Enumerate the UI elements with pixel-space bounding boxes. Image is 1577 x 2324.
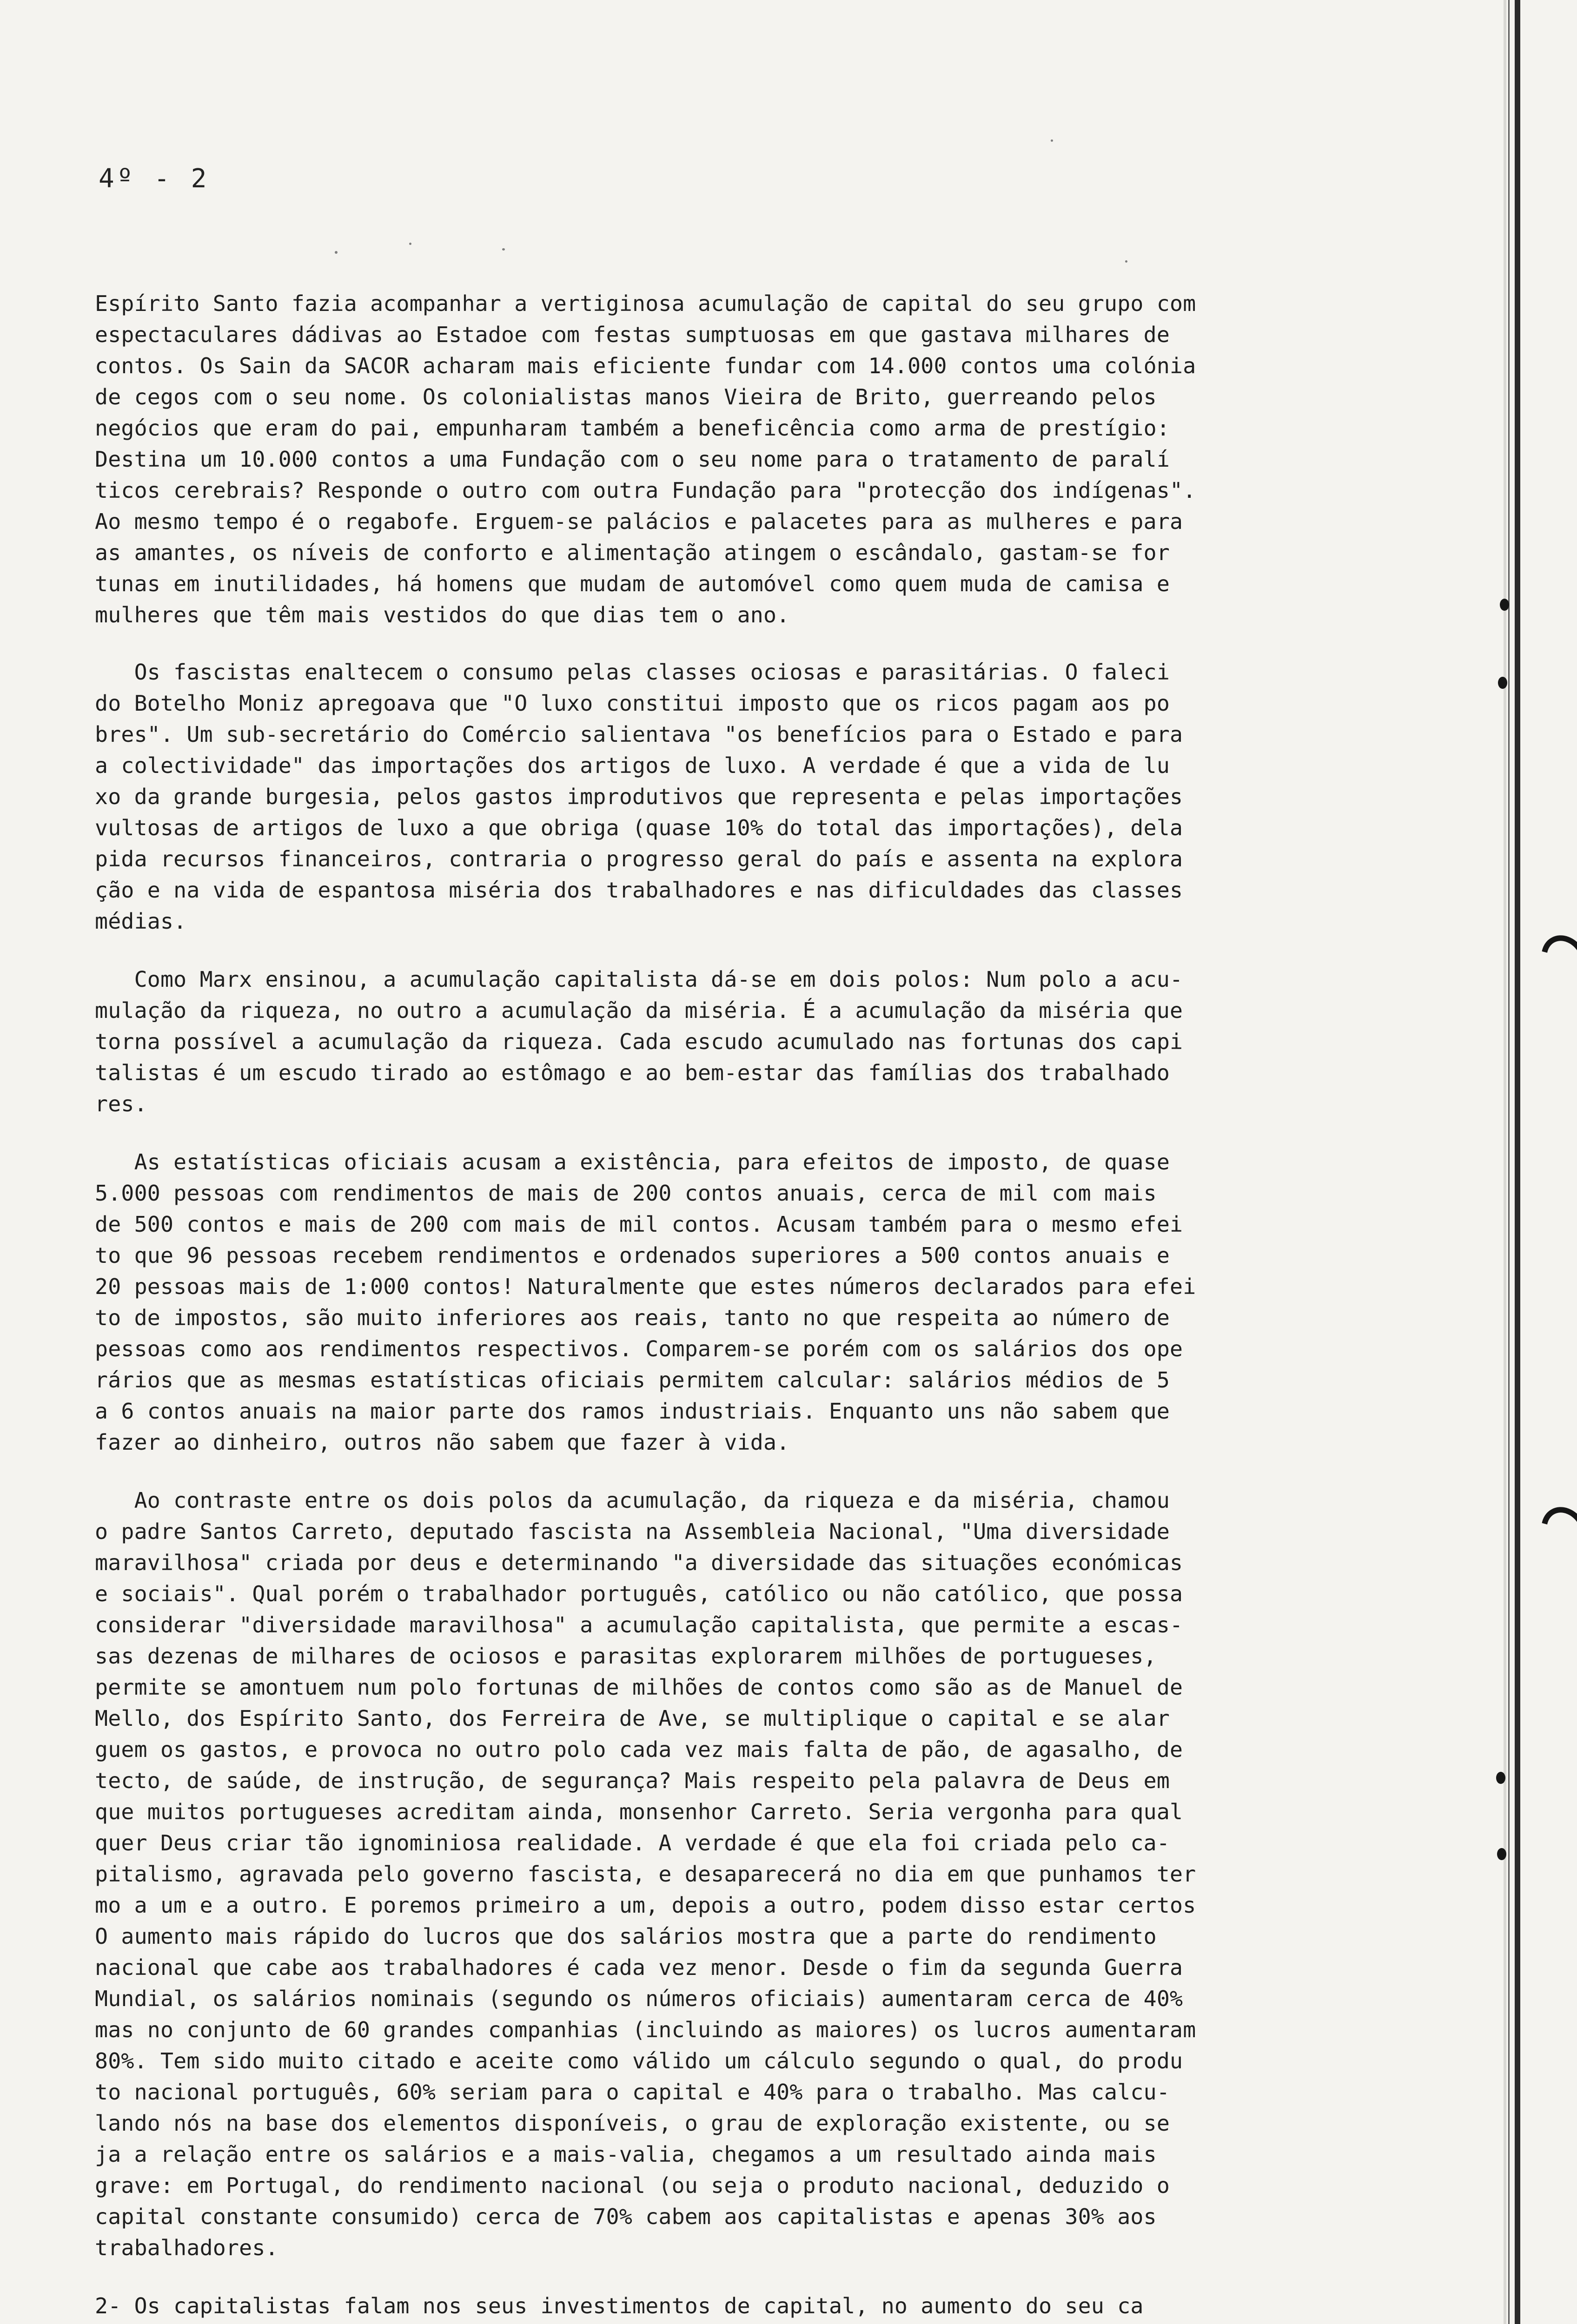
text-line: 5.000 pessoas com rendimentos de mais de 200 contos anuais, cerca de mil com mais (95, 1181, 1157, 1206)
page-edge-line (1508, 0, 1510, 2324)
binder-hole-mark (1532, 1499, 1577, 1566)
text-line: nacional que cabe aos trabalhadores é cada vez menor. Desde o fim da segunda Guerra (95, 1955, 1183, 1980)
paper-speck (502, 248, 505, 251)
paper-speck (409, 243, 411, 245)
text-line: to nacional português, 60% seriam para o capital e 40% para o trabalho. Mas calcu- (95, 2080, 1170, 2105)
ink-dot-mark (1498, 677, 1507, 689)
ink-dot-mark (1497, 1848, 1506, 1860)
paragraph-philanthropy (95, 288, 1457, 631)
text-line: mulheres que têm mais vestidos do que dias tem o ano. (95, 602, 790, 627)
paragraph-two-poles (95, 964, 1457, 1120)
text-line: Espírito Santo fazia acompanhar a vertiginosa acumulação de capital do seu grupo com (95, 291, 1196, 316)
text-line: capital constante consumido) cerca de 70% cabem aos capitalistas e apenas 30% aos (95, 2204, 1157, 2229)
text-line: ja a relação entre os salários e a mais-valia, chegamos a um resultado ainda mais (95, 2142, 1157, 2167)
text-line: do Botelho Moniz apregoava que "O luxo constitui imposto que os ricos pagam aos po (95, 691, 1170, 716)
text-line: guem os gastos, e provoca no outro polo cada vez mais falta de pão, de agasalho, de (95, 1737, 1183, 1762)
page-edge-shadow (1504, 0, 1506, 2324)
text-line: Como Marx ensinou, a acumulação capitalista dá-se em dois polos: Num polo a acu- (95, 967, 1183, 992)
text-line: mo a um e a outro. E poremos primeiro a um, depois a outro, podem disso estar certos (95, 1893, 1196, 1918)
text-line: vultosas de artigos de luxo a que obriga (quase 10% do total das importações), dela (95, 815, 1183, 840)
text-line: grave: em Portugal, do rendimento nacional (ou seja o produto nacional, deduzido o (95, 2173, 1170, 2198)
paragraph-diversity (95, 1485, 1457, 2264)
binder-hole-mark (1532, 927, 1577, 995)
text-line: res. (95, 1091, 147, 1116)
text-line: as amantes, os níveis de conforto e alimentação atingem o escândalo, gastam-se for (95, 540, 1170, 565)
text-line: 80%. Tem sido muito citado e aceite como válido um cálculo segundo o qual, do produ (95, 2048, 1183, 2073)
text-line: to que 96 pessoas recebem rendimentos e ordenados superiores a 500 contos anuais e (95, 1243, 1170, 1268)
paragraph-luxury-consumption (95, 657, 1457, 937)
text-line: pitalismo, agravada pelo governo fascista, e desaparecerá no dia em que punhamos ter (95, 1862, 1196, 1887)
text-line: fazer ao dinheiro, outros não sabem que fazer à vida. (95, 1430, 790, 1455)
page-number: 4º - 2 (99, 164, 210, 194)
text-line: de cegos com o seu nome. Os colonialistas manos Vieira de Brito, guerreando pelos (95, 384, 1157, 409)
paragraph-section-2 (95, 2291, 1457, 2324)
text-line: talistas é um escudo tirado ao estômago e ao bem-estar das famílias dos trabalhado (95, 1060, 1170, 1085)
paper-speck (335, 251, 338, 254)
text-line: to de impostos, são muito inferiores aos reais, tanto no que respeita ao número de (95, 1305, 1170, 1330)
text-line: tecto, de saúde, de instrução, de segurança? Mais respeito pela palavra de Deus em (95, 1768, 1170, 1793)
ink-dot-mark (1500, 599, 1509, 611)
text-line: pessoas como aos rendimentos respectivos. Comparem-se porém com os salários dos ope (95, 1336, 1183, 1361)
text-line: considerar "diversidade maravilhosa" a acumulação capitalista, que permite a escas- (95, 1612, 1183, 1637)
text-line: torna possível a acumulação da riqueza. Cada escudo acumulado nas fortunas dos capi (95, 1029, 1183, 1054)
text-line: ticos cerebrais? Responde o outro com outra Fundação para "protecção dos indígenas". (95, 478, 1196, 503)
text-line: negócios que eram do pai, empunharam também a beneficência como arma de prestígio: (95, 416, 1170, 441)
text-line: trabalhadores. (95, 2235, 278, 2260)
text-line: a 6 contos anuais na maior parte dos ramos industriais. Enquanto uns não sabem que (95, 1399, 1170, 1424)
text-line: médias. (95, 909, 187, 934)
text-line: pida recursos financeiros, contraria o progresso geral do país e assenta na explora (95, 846, 1183, 872)
text-line: xo da grande burgesia, pelos gastos improdutivos que representa e pelas importações (95, 784, 1183, 809)
text-line: Destina um 10.000 contos a uma Fundação com o seu nome para o tratamento de paralí (95, 447, 1170, 472)
document-body (95, 288, 1457, 2324)
text-line: lando nós na base dos elementos disponíveis, o grau de exploração existente, ou se (95, 2111, 1170, 2136)
text-line: O aumento mais rápido do lucros que dos salários mostra que a parte do rendimento (95, 1924, 1157, 1949)
text-line: bres". Um sub-secretário do Comércio salientava "os benefícios para o Estado e para (95, 722, 1183, 747)
text-line: de 500 contos e mais de 200 com mais de mil contos. Acusam também para o mesmo efei (95, 1212, 1183, 1237)
text-line: Os fascistas enaltecem o consumo pelas classes ociosas e parasitárias. O faleci (95, 660, 1170, 685)
text-line: Ao mesmo tempo é o regabofe. Erguem-se palácios e palacetes para as mulheres e para (95, 509, 1183, 534)
text-line: quer Deus criar tão ignominiosa realidade. A verdade é que ela foi criada pelo ca- (95, 1830, 1170, 1855)
text-line: mulação da riqueza, no outro a acumulação da miséria. É a acumulação da miséria que (95, 998, 1183, 1023)
text-line: maravilhosa" criada por deus e determinando "a diversidade das situações económicas (95, 1550, 1183, 1575)
page-edge-border (1515, 0, 1520, 2324)
text-line: e sociais". Qual porém o trabalhador português, católico ou não católico, que possa (95, 1581, 1183, 1606)
text-line: espectaculares dádivas ao Estadoe com festas sumptuosas em que gastava milhares de (95, 322, 1170, 347)
text-line (95, 2322, 1457, 2324)
text-line: rários que as mesmas estatísticas oficiais permitem calcular: salários médios de 5 (95, 1367, 1170, 1393)
text-line: As estatísticas oficiais acusam a existência, para efeitos de imposto, de quase (95, 1149, 1170, 1175)
paper-speck (1125, 260, 1127, 263)
text-line: mas no conjunto de 60 grandes companhias (incluindo as maiores) os lucros aumentaram (95, 2017, 1196, 2042)
text-line: 20 pessoas mais de 1:000 contos! Naturalmente que estes números declarados para efei (95, 1274, 1196, 1299)
text-line: permite se amontuem num polo fortunas de milhões de contos como são as de Manuel de (95, 1675, 1183, 1700)
text-line: sas dezenas de milhares de ociosos e parasitas explorarem milhões de portugueses, (95, 1644, 1157, 1669)
text-line: contos. Os Sain da SACOR acharam mais eficiente fundar com 14.000 contos uma colónia (95, 353, 1196, 378)
text-line: 2- Os capitalistas falam nos seus investimentos de capital, no aumento do seu ca (95, 2293, 1144, 2318)
ink-dot-mark (1496, 1772, 1505, 1784)
text-line: a colectividade" das importações dos artigos de luxo. A verdade é que a vida de lu (95, 753, 1170, 778)
text-line: tunas em inutilidades, há homens que mudam de automóvel como quem muda de camisa e (95, 571, 1170, 596)
text-line: Mundial, os salários nominais (segundo os números oficiais) aumentaram cerca de 40% (95, 1986, 1183, 2011)
text-line: ção e na vida de espantosa miséria dos trabalhadores e nas dificuldades das classes (95, 878, 1183, 903)
text-line: Ao contraste entre os dois polos da acumulação, da riqueza e da miséria, chamou (95, 1488, 1170, 1513)
paper-speck (1051, 139, 1053, 142)
text-line: que muitos portugueses acreditam ainda, monsenhor Carreto. Seria vergonha para qual (95, 1799, 1183, 1824)
text-line: Mello, dos Espírito Santo, dos Ferreira de Ave, se multiplique o capital e se alar (95, 1706, 1170, 1731)
paragraph-statistics (95, 1147, 1457, 1458)
text-line: o padre Santos Carreto, deputado fascista na Assembleia Nacional, "Uma diversidade (95, 1519, 1170, 1544)
